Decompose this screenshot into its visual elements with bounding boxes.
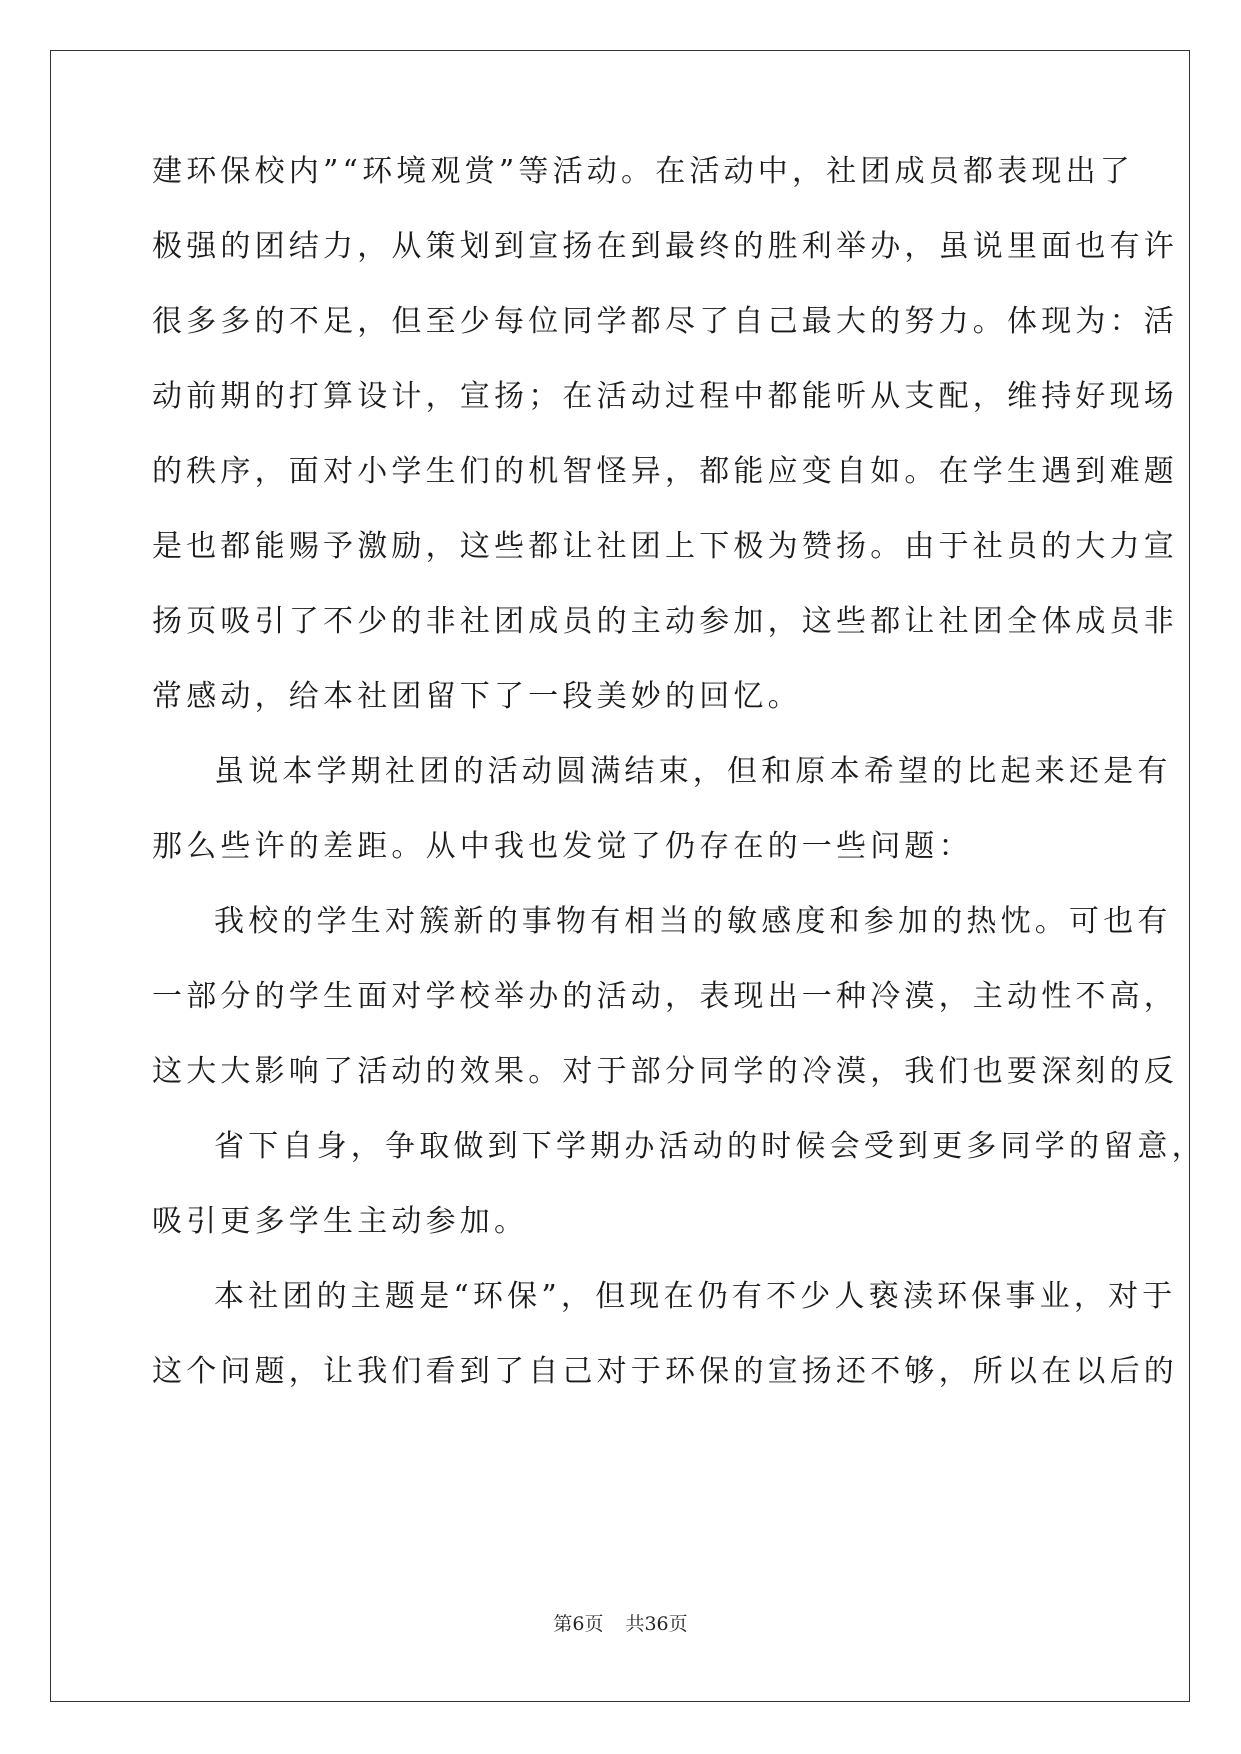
text-line: 极强的团结力，从策划到宣扬在到最终的胜利举办，虽说里面也有许 bbox=[152, 229, 1178, 264]
text-line: 吸引更多学生主动参加。 bbox=[152, 1204, 529, 1239]
page-footer bbox=[0, 1612, 1241, 1636]
text-line: 的秩序，面对小学生们的机智怪异，都能应变自如。在学生遇到难题 bbox=[152, 454, 1178, 489]
paragraph-first-line: 虽说本学期社团的活动圆满结束，但和原本希望的比起来还是有 bbox=[214, 754, 1172, 789]
paragraph-first-line: 我校的学生对簇新的事物有相当的敏感度和参加的热忱。可也有 bbox=[214, 904, 1172, 939]
page-number-total: 共36页 bbox=[625, 1613, 688, 1635]
text-line: 一部分的学生面对学校举办的活动，表现出一种冷漠，主动性不高， bbox=[152, 979, 1178, 1014]
text-line: 动前期的打算设计，宣扬；在活动过程中都能听从支配，维持好现场 bbox=[152, 379, 1178, 414]
text-line: 建环保校内”“环境观赏”等活动。在活动中，社团成员都表现出了 bbox=[152, 154, 1135, 189]
text-line: 这个问题，让我们看到了自己对于环保的宣扬还不够，所以在以后的 bbox=[152, 1354, 1178, 1389]
text-line: 扬页吸引了不少的非社团成员的主动参加，这些都让社团全体成员非 bbox=[152, 604, 1178, 639]
text-line: 那么些许的差距。从中我也发觉了仍存在的一些问题： bbox=[152, 829, 973, 864]
text-line: 很多多的不足，但至少每位同学都尽了自己最大的努力。体现为：活 bbox=[152, 304, 1178, 339]
text-line: 是也都能赐予激励，这些都让社团上下极为赞扬。由于社员的大力宣 bbox=[152, 529, 1178, 564]
paragraph-first-line: 省下自身，争取做到下学期办活动的时候会受到更多同学的留意， bbox=[214, 1129, 1206, 1164]
paragraph-first-line: 本社团的主题是“环保”，但现在仍有不少人亵渎环保事业，对于 bbox=[214, 1279, 1177, 1314]
text-line: 这大大影响了活动的效果。对于部分同学的冷漠，我们也要深刻的反 bbox=[152, 1054, 1178, 1089]
text-line: 常感动，给本社团留下了一段美妙的回忆。 bbox=[152, 679, 802, 714]
page-border bbox=[50, 50, 1190, 1702]
page-number-current: 第6页 bbox=[553, 1613, 604, 1635]
